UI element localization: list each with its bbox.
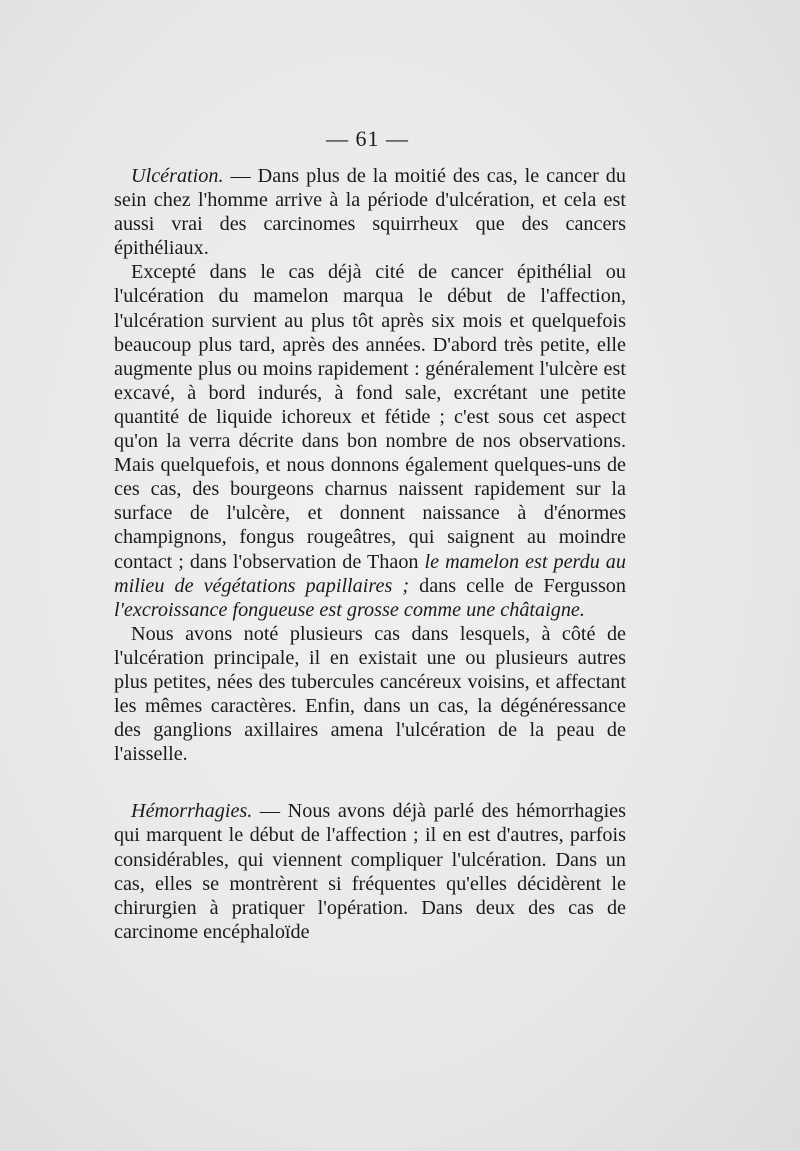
paragraph-hemorrhagies — [114, 799, 626, 944]
paragraph-description — [114, 260, 626, 621]
paragraph-text: Nous avons noté plusieurs cas dans lesquels, à côté de l'ulcération principale, il en existait une ou plusieurs autres plus petites, nées des tubercules cancéreux voisins, et affectant les mêmes caractères. Enfin, dans un cas, la dégénéressance des ganglions axillaires amena l'ulcération de la peau de l'aisselle. — [114, 622, 626, 766]
section-heading-ulceration: Ulcération. — [131, 165, 224, 187]
paragraph-text: dans celle de Fergusson — [409, 574, 626, 597]
paragraph-text: — Dans plus de la moitié des cas, le cancer du sein chez l'homme arrive à la période d'ulcération, et cela est aussi vrai des carcinomes squirrheux que des cancers épithéliaux. — [114, 165, 626, 260]
paragraph-text: — Nous avons déjà parlé des hémorrhagies qui marquent le début de l'affection ; il en est d'autres, parfois considérables, qui viennent compliquer l'ulcération. Dans un cas, elles se montrèrent si fréquentes qu'elles décidèrent le chirurgien à pratiquer l'opération. Dans deux des cas de carcinome encéphaloïde — [114, 800, 626, 943]
paragraph-ulceration — [114, 164, 626, 260]
quote-thaon: le mamelon est perdu au milieu de végétations papillaires ; — [114, 550, 626, 597]
page-number: — 61 — — [326, 126, 409, 151]
paragraph-secondary-ulcerations — [114, 622, 626, 767]
section-heading-hemorrhagies: Hémorrhagies. — [131, 800, 253, 823]
body-text — [114, 164, 626, 944]
paragraph-text: Excepté dans le cas déjà cité de cancer épithélial ou l'ulcération du mamelon marqua le début de l'affection, l'ulcération survient au plus tôt après six mois et quelquefois beaucoup plus tard, après des années. D'abord très petite, elle augmente plus ou moins rapidement : généralement l'ulcère est excavé, à bord indurés, à fond sale, excrétant une petite quantité de liquide ichoreux et fétide ; c'est sous cet aspect qu'on la verra décrite dans bon nombre de nos observations. Mais quelquefois, et nous donnons également quelques-uns de ces cas, des bourgeons charnus naissent rapidement sur la surface de l'ulcère, et donnent naissance à d'énormes champignons, fongus rougeâtres, qui saignent au moindre contact ; dans l'observation de Thaon — [114, 261, 626, 573]
quote-fergusson: l'excroissance fongueuse est grosse comme une châtaigne. — [114, 598, 585, 621]
